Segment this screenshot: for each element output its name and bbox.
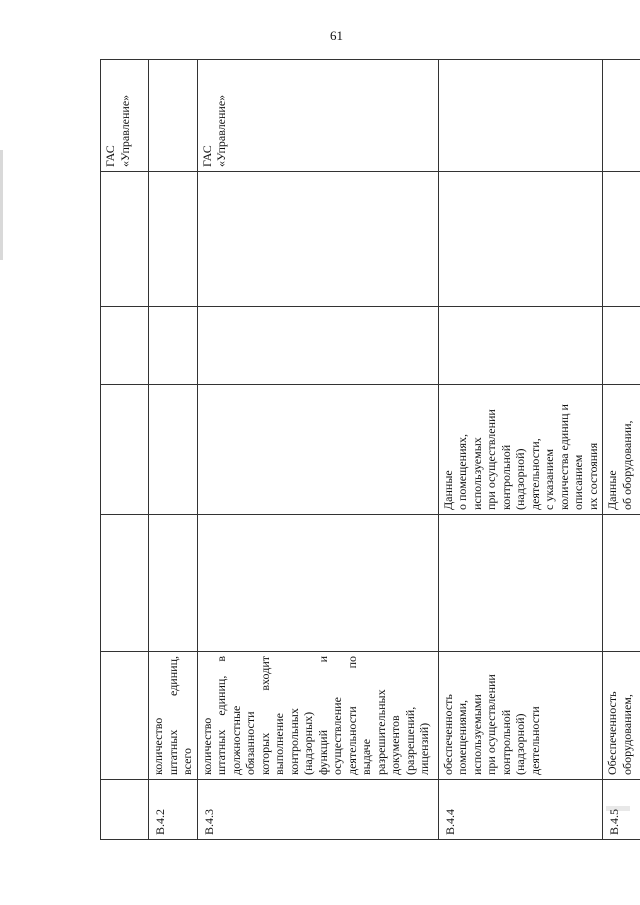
- rotated-table-container: [100, 60, 634, 840]
- text-line: лицензий): [417, 722, 431, 775]
- text-line: с указанием: [542, 448, 556, 510]
- text-line: выполнение: [272, 713, 286, 775]
- data-description-cell: [101, 385, 149, 515]
- text-line: Данные: [440, 470, 455, 510]
- empty-cell: [101, 307, 149, 385]
- indicators-table: [100, 59, 640, 840]
- text-line: осуществление: [330, 697, 344, 775]
- text-line: штатных единиц,: [165, 656, 180, 775]
- binding-shadow: [0, 150, 3, 260]
- empty-cell: [197, 172, 438, 307]
- text-line: деятельности,: [527, 438, 542, 510]
- system-cell: [603, 60, 640, 172]
- text-line: оборудованием,: [619, 694, 634, 775]
- row-number: В.4.5: [603, 780, 640, 840]
- text-line: Данные: [605, 470, 619, 510]
- row-number: В.4.4: [438, 780, 603, 840]
- system-line: «Управление»: [117, 94, 132, 167]
- text-line: разрешительных: [373, 689, 388, 775]
- text-line: Обеспеченность: [605, 691, 619, 775]
- text-line: деятельности по: [344, 656, 359, 775]
- data-description-cell: [197, 385, 438, 515]
- text-line: (надзорной): [513, 448, 527, 510]
- row-number: В.4.3: [197, 780, 438, 840]
- text-line: функций и: [315, 656, 330, 775]
- text-line: количества единиц и: [556, 404, 571, 510]
- empty-cell: [101, 172, 149, 307]
- empty-cell: [603, 515, 640, 652]
- indicator-name-cell: [603, 652, 640, 780]
- row-number: В.4.2: [149, 780, 198, 840]
- text-line: штатных единиц, в: [214, 656, 228, 775]
- text-line: (надзорных): [301, 711, 315, 775]
- empty-cell: [101, 515, 149, 652]
- data-description-cell: [603, 385, 640, 515]
- empty-cell: [603, 307, 640, 385]
- text-line: документов: [388, 715, 402, 775]
- text-line: которых входит: [257, 656, 272, 775]
- text-line: выдаче: [359, 738, 373, 775]
- text-line: помещениями,: [455, 699, 469, 775]
- text-line: деятельности: [527, 706, 542, 775]
- system-cell: [197, 60, 438, 172]
- indicator-name-cell: [197, 652, 438, 780]
- text-line: количество: [151, 717, 165, 775]
- empty-cell: [149, 172, 198, 307]
- text-line: обязанности: [243, 711, 257, 775]
- text-line: описанием: [571, 454, 585, 510]
- text-line: (надзорной): [513, 713, 527, 775]
- indicator-name-cell: [149, 652, 198, 780]
- system-line: ГАС: [199, 145, 214, 167]
- text-line: при осуществлении: [484, 409, 498, 510]
- system-cell: [438, 60, 603, 172]
- system-cell: [149, 60, 198, 172]
- system-line: ГАС: [103, 145, 117, 167]
- table-row: [101, 60, 149, 840]
- data-description-cell: [438, 385, 603, 515]
- text-line: используемых: [469, 437, 484, 510]
- table-row: [603, 60, 640, 840]
- system-line: «Управление»: [214, 94, 228, 167]
- empty-cell: [149, 515, 198, 652]
- text-line: о помещениях,: [455, 433, 469, 510]
- indicator-name-cell: [438, 652, 603, 780]
- empty-cell: [197, 515, 438, 652]
- data-description-cell: [149, 385, 198, 515]
- table-row: [197, 60, 438, 840]
- text-line: должностные: [228, 705, 243, 775]
- system-cell: [101, 60, 149, 172]
- row-number: [101, 780, 149, 840]
- empty-cell: [438, 515, 603, 652]
- text-line: всего: [180, 747, 194, 775]
- text-line: контрольных: [286, 708, 301, 775]
- table-row: [438, 60, 603, 840]
- empty-cell: [438, 307, 603, 385]
- text-line: об оборудовании,: [619, 420, 634, 510]
- page-number: 61: [330, 28, 343, 43]
- indicator-name-cell: [101, 652, 149, 780]
- text-line: контрольной: [498, 709, 513, 775]
- empty-cell: [197, 307, 438, 385]
- empty-cell: [438, 172, 603, 307]
- table-row: [149, 60, 198, 840]
- text-line: их состояния: [585, 442, 600, 510]
- text-line: количество: [199, 717, 214, 775]
- text-line: используемыми: [469, 694, 484, 775]
- empty-cell: [149, 307, 198, 385]
- text-line: обеспеченность: [440, 694, 455, 775]
- text-line: (разрешений,: [402, 706, 417, 775]
- empty-cell: [603, 172, 640, 307]
- text-line: контрольной: [498, 444, 513, 510]
- text-line: при осуществлении: [484, 674, 498, 775]
